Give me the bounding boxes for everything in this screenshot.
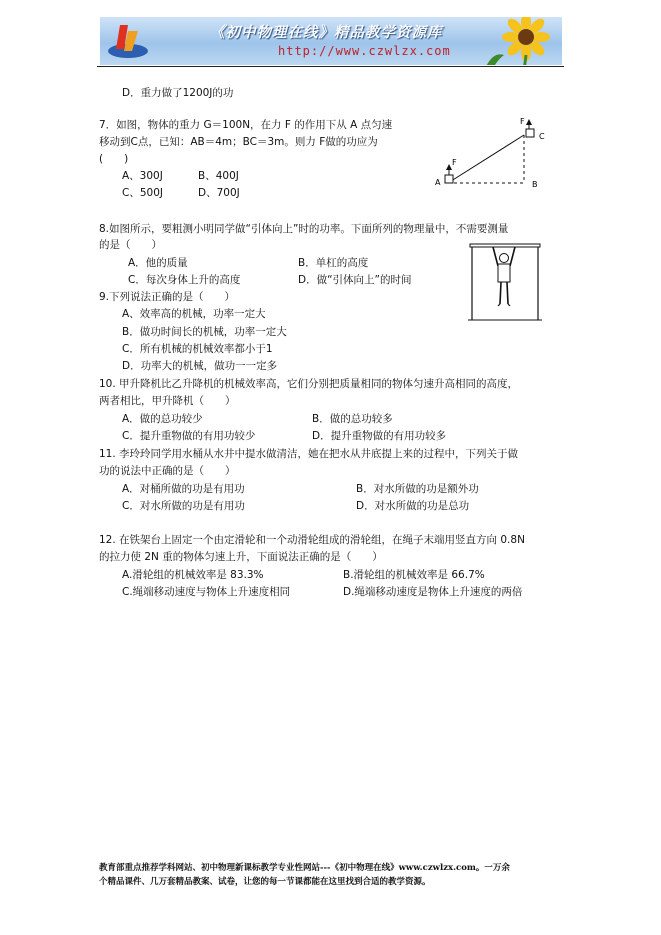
q8-option-a: A．他的质量 [128,257,188,269]
force-label-2: F [520,117,525,126]
q10-option-d: D．提升重物做的有用功较多 [312,430,447,442]
point-b-label: B [532,180,538,189]
q7-option-d: D、700J [198,187,240,199]
site-title: 《初中物理在线》精品教学资源库 [210,24,443,41]
q12-option-a: A.滑轮组的机械效率是 83.3% [122,569,264,581]
q12-stem-1: 12. 在铁架台上固定一个由定滑轮和一个动滑轮组成的滑轮组，在绳子末端用竖直方向 0.8N [99,534,525,546]
q10-option-c: C．提升重物做的有用功较少 [122,430,256,442]
q12-option-c: C.绳端移动速度与物体上升速度相同 [122,586,291,598]
q11-option-b: B．对水所做的功是额外功 [356,483,479,495]
q7-option-c: C、500J [122,187,163,199]
block-c-shape [526,129,534,137]
force-label-1: F [452,158,457,167]
q7-option-a: A、300J [122,170,163,182]
q7-option-b: B、400J [198,170,239,182]
q11-option-a: A．对桶所做的功是有用功 [122,483,245,495]
header-rule [97,66,564,67]
q12-option-b: B.滑轮组的机械效率是 66.7% [343,569,485,581]
q9-option-a: A、效率高的机械，功率一定大 [122,308,266,320]
q11-option-c: C．对水所做的功是有用功 [122,500,245,512]
q11-stem-1: 11. 李玲玲同学用水桶从水井中提水做清洁，她在把水从井底提上来的过程中，下列关于做 [99,448,519,460]
q11-stem-2: 功的说法中正确的是（ ） [99,465,236,477]
q10-option-b: B．做的总功较多 [312,413,393,425]
q6-option-d: D．重力做了1200J的功 [122,87,234,99]
block-a-shape [445,175,453,183]
site-logo-icon [106,21,150,61]
q8-option-d: D．做“引体向上”的时间 [298,274,412,286]
site-url[interactable]: http://www.czwlzx.com [278,44,451,58]
header-banner [100,17,562,65]
q7-answer-blank: ( ) [99,153,129,165]
q12-option-d: D.绳端移动速度是物体上升速度的两倍 [343,586,523,598]
q10-stem-1: 10. 甲升降机比乙升降机的机械效率高，它们分别把质量相同的物体匀速升高相同的高度， [99,378,519,390]
q8-option-c: C．每次身体上升的高度 [128,274,241,286]
q8-stem-1: 8.如图所示，要粗测小明同学做“引体向上”时的功率。下面所列的物理量中，不需要测量 [99,223,509,235]
q10-option-a: A．做的总功较少 [122,413,203,425]
q12-stem-2: 的拉力使 2N 重的物体匀速上升，下面说法正确的是（ ） [99,551,383,563]
q10-stem-2: 两者相比，甲升降机（ ） [99,395,236,407]
q7-incline-figure [428,115,550,193]
footer-line-1: 教育部重点推荐学科网站、初中物理新课标教学专业性网站---《初中物理在线》www.czwlzx.com。一万余 [99,863,510,873]
q9-stem: 9.下列说法正确的是（ ） [99,291,236,303]
q7-stem-2: 移动到C点，已知：AB＝4m；BC＝3m。则力 F做的功应为 [99,136,378,148]
q9-option-b: B．做功时间长的机械，功率一定大 [122,326,287,338]
footer-line-2: 个精品课件、几万套精品教案、试卷，让您的每一节课都能在这里找到合适的教学资源。 [99,877,431,887]
q11-option-d: D．对水所做的功是总功 [356,500,470,512]
q8-option-b: B．单杠的高度 [298,257,369,269]
q8-pullup-figure [466,240,544,322]
q8-stem-2: 的是（ ） [99,239,162,251]
q9-option-c: C．所有机械的机械效率都小于1 [122,343,273,355]
point-a-label: A [435,178,441,187]
sunflower-icon [478,17,558,65]
point-c-label: C [539,132,545,141]
q9-option-d: D．功率大的机械，做功一一定多 [122,360,278,372]
q7-stem-1: 7．如图，物体的重力 G＝100N，在力 F 的作用下从 A 点匀速 [99,119,393,131]
